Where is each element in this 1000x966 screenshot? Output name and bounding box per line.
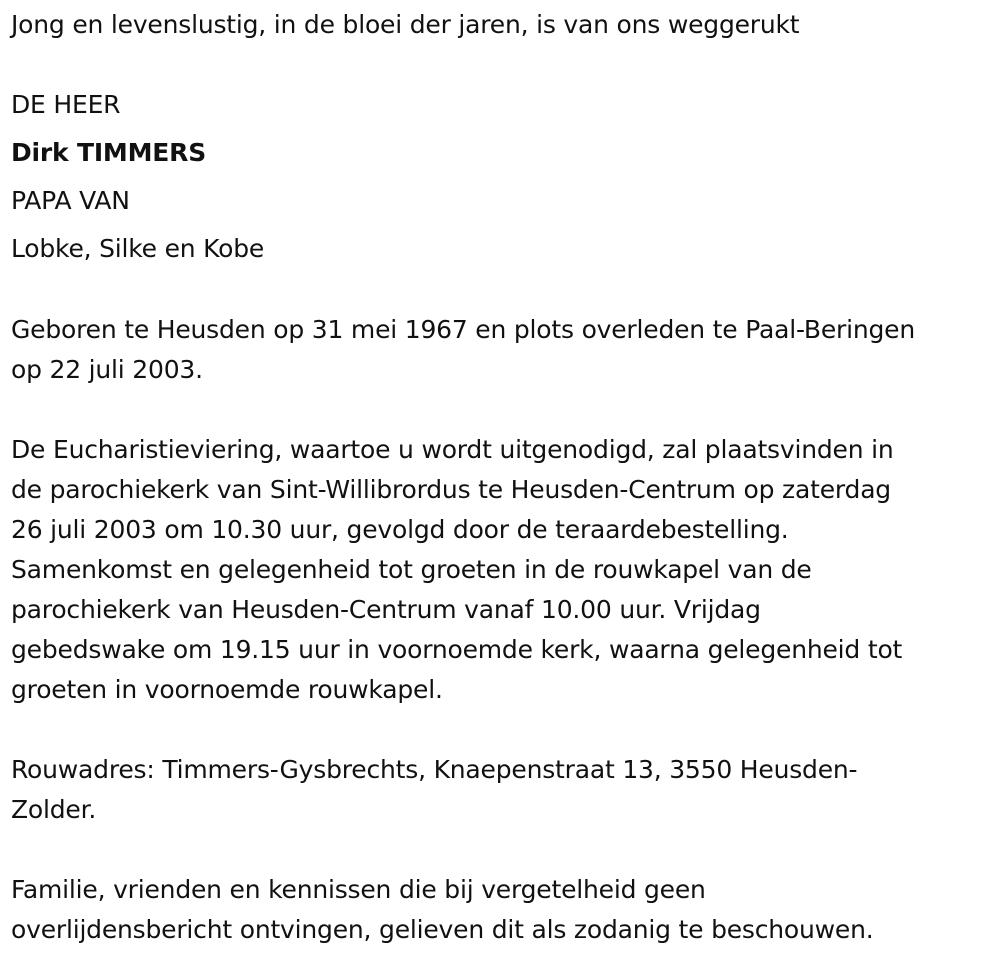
closing-line-1: Familie, vrienden en kennissen die bij vergetelheid geen [11, 875, 706, 904]
address-line-1: Rouwadres: Timmers-Gysbrechts, Knaepenstraat 13, 3550 Heusden- [11, 755, 858, 784]
closing-line-2: overlijdensbericht ontvingen, gelieven dit als zodanig te beschouwen. [11, 915, 874, 944]
ceremony-line: De Eucharistieviering, waartoe u wordt uitgenodigd, zal plaatsvinden in [11, 435, 894, 464]
deceased-name: Dirk TIMMERS [11, 138, 207, 167]
closing-paragraph [11, 870, 981, 950]
intro-text: Jong en levenslustig, in de bloei der jaren, is van ons weggerukt [11, 10, 800, 39]
children-names: Lobke, Silke en Kobe [11, 234, 265, 263]
address-paragraph [11, 750, 981, 830]
ceremony-paragraph [11, 430, 981, 710]
title-line: DE HEER [11, 90, 121, 119]
birth-line-1: Geboren te Heusden op 31 mei 1967 en plots overleden te Paal-Beringen [11, 315, 915, 344]
ceremony-line: gebedswake om 19.15 uur in voornoemde kerk, waarna gelegenheid tot [11, 635, 903, 664]
ceremony-line: groeten in voornoemde rouwkapel. [11, 675, 443, 704]
ceremony-line: parochiekerk van Heusden-Centrum vanaf 10.00 uur. Vrijdag [11, 595, 761, 624]
papa-label: PAPA VAN [11, 186, 130, 215]
birth-paragraph [11, 310, 981, 390]
address-line-2: Zolder. [11, 795, 97, 824]
ceremony-line: de parochiekerk van Sint-Willibrordus te Heusden-Centrum op zaterdag [11, 475, 891, 504]
birth-line-2: op 22 juli 2003. [11, 355, 203, 384]
ceremony-line: 26 juli 2003 om 10.30 uur, gevolgd door de teraardebestelling. [11, 515, 789, 544]
ceremony-line: Samenkomst en gelegenheid tot groeten in de rouwkapel van de [11, 555, 812, 584]
